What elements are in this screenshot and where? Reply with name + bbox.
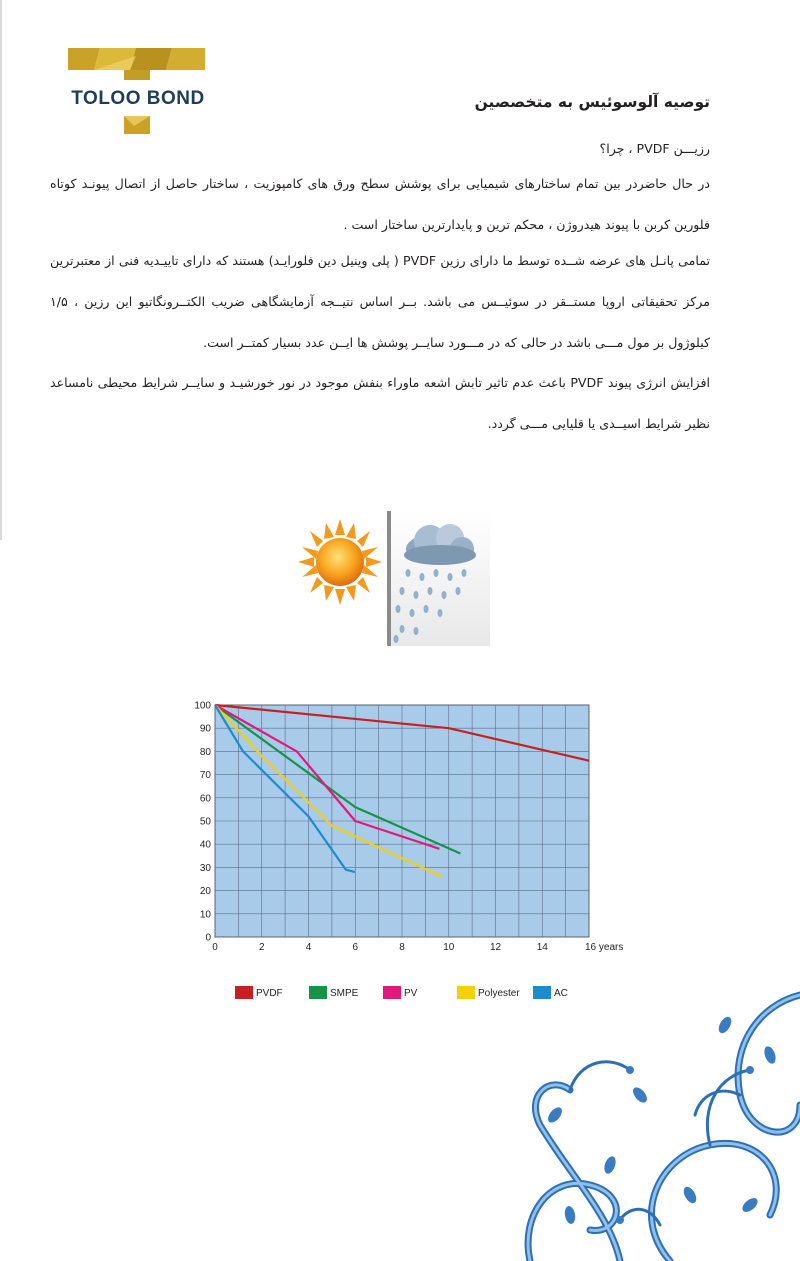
divider-pole	[387, 511, 391, 646]
y-tick-label: 100	[194, 700, 211, 712]
y-tick-label: 20	[199, 886, 211, 898]
y-tick-label: 40	[199, 839, 211, 851]
x-tick-label: 12	[489, 942, 502, 953]
legend-label-pv: PV	[404, 988, 418, 999]
resin-durability-chart	[185, 690, 645, 1010]
floral-ornament-icon	[510, 975, 800, 1261]
left-margin-rule	[0, 0, 2, 540]
legend-swatch-pv	[383, 986, 401, 999]
y-tick-label: 30	[199, 862, 211, 874]
x-tick-label: 16 years	[585, 942, 624, 953]
x-tick-label: 2	[258, 942, 265, 953]
legend-label-smpe: SMPE	[330, 988, 359, 999]
y-tick-label: 0	[205, 932, 211, 944]
x-tick-label: 0	[212, 942, 218, 953]
legend-label-ac: AC	[554, 988, 568, 999]
article-paragraph-1: در حال حاضردر بین تمام ساختارهای شیمیایی برای پوشش سطح ورق های کامپوزیت ، ساختار حاصل از اتصال پیونـد کوتاه فلورین کربن با پیوند هیدروژن ، محکم ترین و پایدارترین ساختار است .	[50, 176, 710, 232]
legend-swatch-polyester	[457, 986, 475, 999]
sun-icon	[298, 519, 382, 605]
x-tick-label: 6	[352, 942, 359, 953]
y-tick-label: 10	[199, 909, 211, 921]
y-tick-label: 50	[199, 816, 211, 828]
y-tick-label: 60	[199, 793, 211, 805]
article-paragraph-2: تمامی پانـل های عرضه شــده توسط ما دارای رزین PVDF ( پلی وینیل دین فلورایـد) هستند که دارای تاییـدیه فنی از معتبرترین مرکز تحقیقاتی اروپا مستــقر در سوئیــس می باشد. بــر اساس نتیــجه آزمایشگاهی ضریب الکتــرونگاتیو این رزین ، ۱/۵ کیلوژول بر مول مـــی باشد در حالی که در مـــورد سایــر پوشش ها ایــن عدد بسیار کمتــر است.	[50, 253, 710, 350]
logo-t-mark-icon	[68, 48, 205, 80]
weather-illustration	[290, 511, 490, 646]
y-tick-label: 70	[199, 770, 211, 782]
x-tick-label: 14	[536, 942, 548, 953]
x-tick-label: 10	[443, 942, 455, 953]
legend-label-pvdf: PVDF	[256, 988, 283, 999]
x-tick-label: 4	[305, 942, 312, 953]
legend-swatch-smpe	[309, 986, 327, 999]
article-paragraph-3: افزایش انرژی پیوند PVDF باعث عدم تاثیر تابش اشعه ماوراء بنفش موجود در نور خورشیـد و سایــر شرایط محیطی نامساعد نظیر شرایط اسیــدی یا قلیایی مـــی گردد.	[50, 375, 711, 431]
page-title: توصیه آلوسوئیس به متخصصین	[474, 93, 710, 111]
article-subtitle: رزیـــن PVDF ، چرا؟	[599, 141, 710, 156]
logo-text: TOLOO BOND	[71, 88, 205, 109]
y-tick-label: 90	[199, 723, 211, 735]
legend-label-polyester: Polyester	[478, 988, 520, 999]
x-tick-label: 8	[399, 942, 405, 953]
y-tick-label: 80	[199, 746, 211, 758]
legend-swatch-pvdf	[235, 986, 253, 999]
